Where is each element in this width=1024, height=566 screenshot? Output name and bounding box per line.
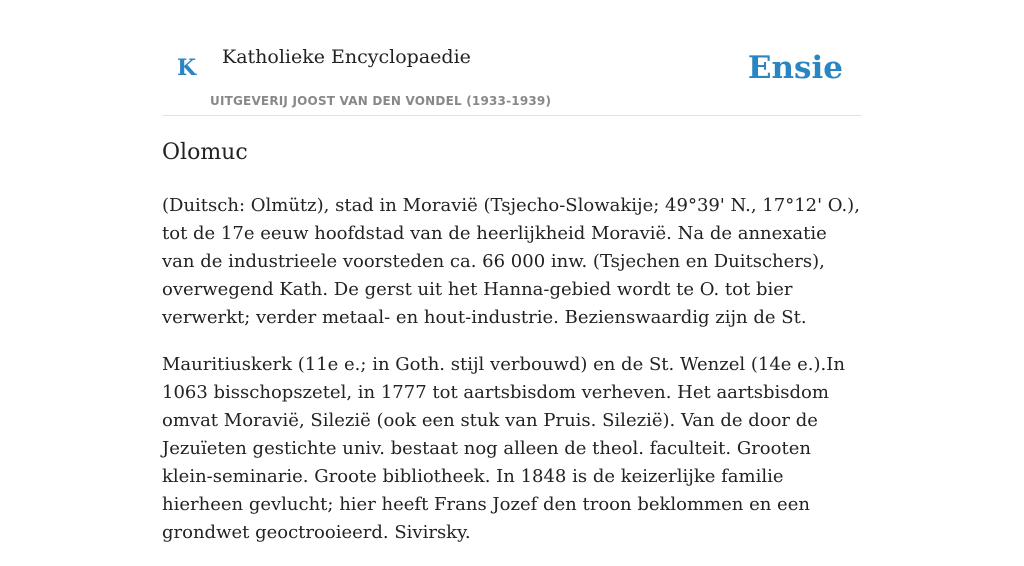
publisher-subtitle: UITGEVERIJ JOOST VAN DEN VONDEL (1933-1939) [210,94,552,108]
article-paragraph: (Duitsch: Olmütz), stad in Moravië (Tsjecho-Slowakije; 49°39' N., 17°12' O.), tot de 17e eeuw hoofdstad van de heerlijkheid Moravië. Na de annexatie van de industrieele voorsteden ca. 66 000 inw. (Tsjechen en Duitschers), overwegend Kath. De gerst uit het Hanna-gebied wordt te O. tot bier verwerkt; verder metaal- en hout-industrie. Bezienswaardig zijn de St. [162,195,860,328]
ensie-brand-link[interactable]: Ensie [747,50,843,86]
article-paragraph: Mauritiuskerk (11e e.; in Goth. stijl verbouwd) en de St. Wenzel (14e e.).In 1063 bisschopszetel, in 1777 tot aartsbisdom verheven. Het aartsbisdom omvat Moravië, Silezië (ook een stuk van Pruis. Silezië). Van de door de Jezuïeten gestichte univ. bestaat nog alleen de theol. faculteit. Grooten klein-seminarie. Groote bibliotheek. In 1848 is de keizerlijke familie hierheen gevlucht; hier heeft Frans Jozef den troon beklommen en een grondwet geoctrooieerd. Sivirsky. [162,354,845,543]
article-title: Olomuc [162,140,248,165]
article-body [162,192,862,566]
site-header [162,0,862,116]
encyclopedia-logo[interactable]: K [177,55,197,81]
encyclopedia-title[interactable]: Katholieke Encyclopaedie [222,46,471,68]
